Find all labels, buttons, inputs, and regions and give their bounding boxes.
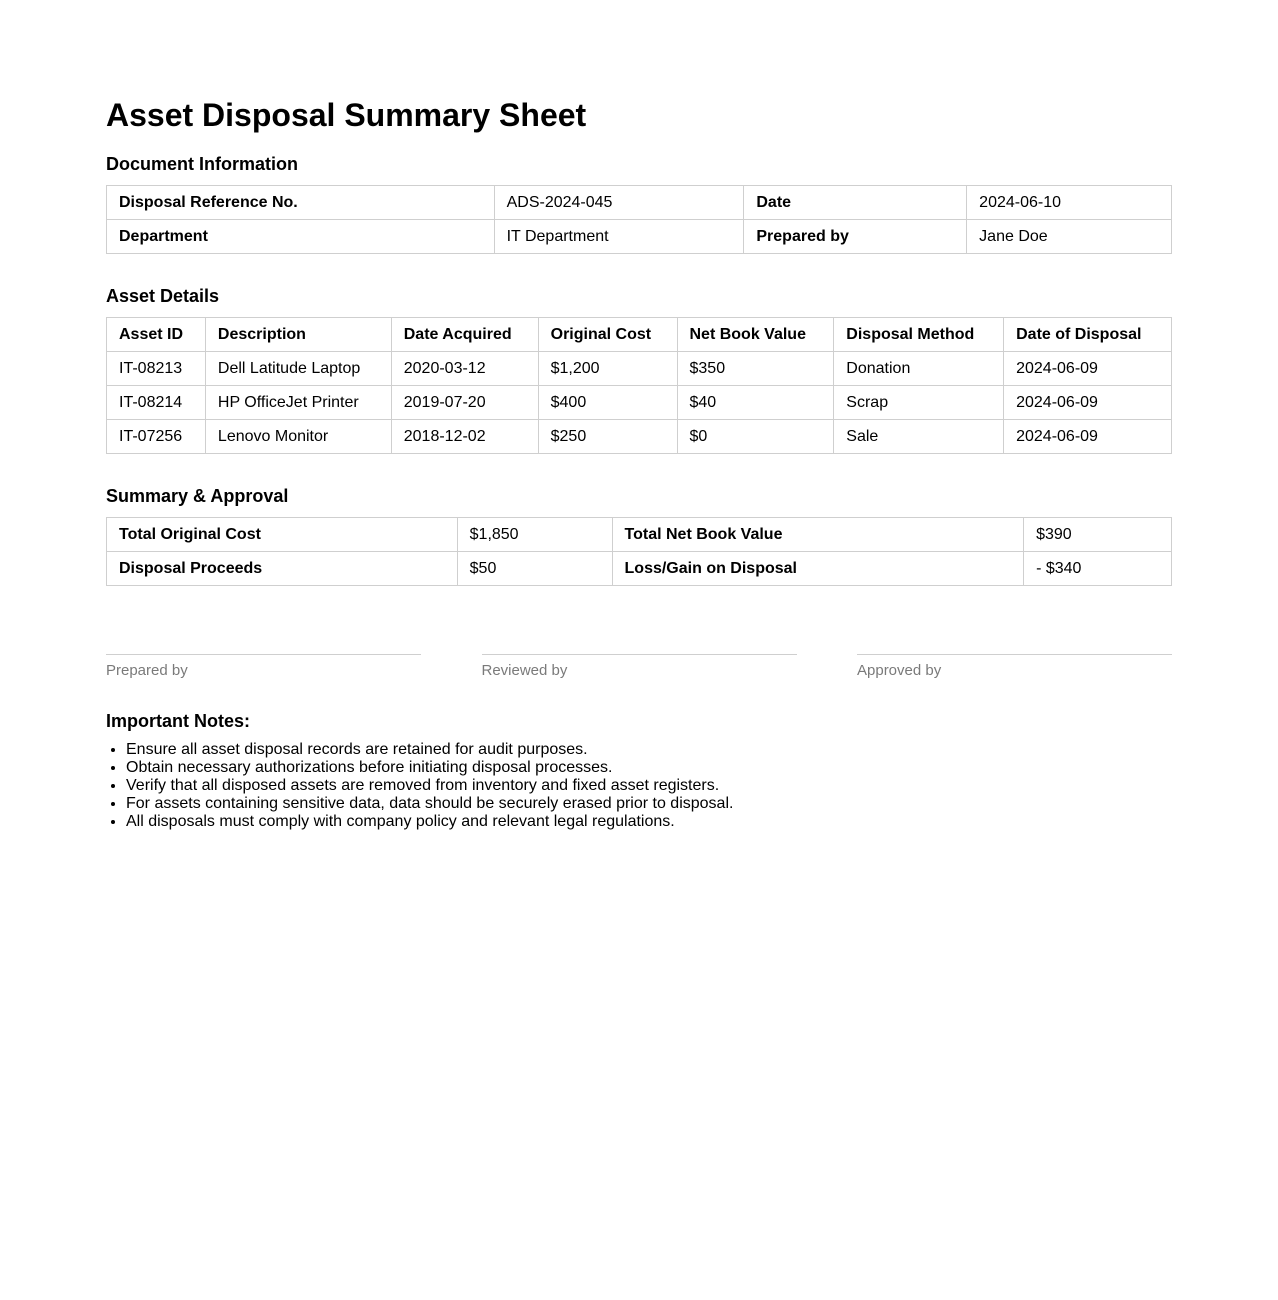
prepared-by-signature: Prepared by bbox=[106, 654, 421, 680]
list-item: • Verify that all disposed assets are removed from inventory and fixed asset registers. bbox=[126, 777, 1172, 795]
loss-gain-label: Loss/Gain on Disposal bbox=[612, 552, 1024, 586]
total-original-cost-label: Total Original Cost bbox=[107, 518, 458, 552]
approved-by-signature: Approved by bbox=[857, 654, 1172, 680]
date-value: 2024-06-10 bbox=[967, 186, 1172, 220]
disposal-proceeds-value: $50 bbox=[457, 552, 612, 586]
date-label: Date bbox=[744, 186, 967, 220]
page-title: Asset Disposal Summary Sheet bbox=[106, 97, 587, 133]
table-cell: Lenovo Monitor bbox=[205, 420, 391, 454]
table-cell: 2024-06-09 bbox=[1004, 420, 1172, 454]
column-header: Asset ID bbox=[107, 318, 206, 352]
table-cell: 2024-06-09 bbox=[1004, 352, 1172, 386]
reference-label: Disposal Reference No. bbox=[107, 186, 495, 220]
table-cell: 2018-12-02 bbox=[391, 420, 538, 454]
table-cell: $0 bbox=[677, 420, 834, 454]
table-cell: IT-08213 bbox=[107, 352, 206, 386]
department-label: Department bbox=[107, 220, 495, 254]
table-row bbox=[107, 186, 1172, 220]
table-cell: $40 bbox=[677, 386, 834, 420]
document-information-heading: Document Information bbox=[106, 154, 298, 174]
table-row bbox=[107, 220, 1172, 254]
reference-value: ADS-2024-045 bbox=[494, 186, 744, 220]
signature-section bbox=[106, 654, 1172, 680]
table-cell: $250 bbox=[538, 420, 677, 454]
disposal-proceeds-label: Disposal Proceeds bbox=[107, 552, 458, 586]
table-row bbox=[107, 352, 1172, 386]
table-row bbox=[107, 386, 1172, 420]
prepared-by-value: Jane Doe bbox=[967, 220, 1172, 254]
table-cell: IT-07256 bbox=[107, 420, 206, 454]
total-original-cost-value: $1,850 bbox=[457, 518, 612, 552]
summary-table bbox=[106, 517, 1172, 586]
total-net-book-value-label: Total Net Book Value bbox=[612, 518, 1024, 552]
asset-details-heading: Asset Details bbox=[106, 286, 220, 306]
summary-approval-heading: Summary & Approval bbox=[106, 486, 289, 506]
table-cell: HP OfficeJet Printer bbox=[205, 386, 391, 420]
table-cell: 2019-07-20 bbox=[391, 386, 538, 420]
column-header: Description bbox=[205, 318, 391, 352]
table-cell: 2024-06-09 bbox=[1004, 386, 1172, 420]
important-notes-list bbox=[106, 741, 1172, 831]
column-header: Net Book Value bbox=[677, 318, 834, 352]
table-header-row bbox=[107, 318, 1172, 352]
reviewed-by-signature: Reviewed by bbox=[482, 654, 797, 680]
list-item: • All disposals must comply with company policy and relevant legal regulations. bbox=[126, 813, 1172, 831]
table-cell: Sale bbox=[834, 420, 1004, 454]
department-value: IT Department bbox=[494, 220, 744, 254]
prepared-by-label: Prepared by bbox=[744, 220, 967, 254]
table-cell: 2020-03-12 bbox=[391, 352, 538, 386]
document-information-table bbox=[106, 185, 1172, 254]
important-notes-heading: Important Notes: bbox=[106, 711, 250, 731]
table-row bbox=[107, 420, 1172, 454]
total-net-book-value-value: $390 bbox=[1024, 518, 1172, 552]
column-header: Date of Disposal bbox=[1004, 318, 1172, 352]
list-item: • Ensure all asset disposal records are retained for audit purposes. bbox=[126, 741, 1172, 759]
table-cell: $1,200 bbox=[538, 352, 677, 386]
table-cell: $400 bbox=[538, 386, 677, 420]
loss-gain-value: - $340 bbox=[1024, 552, 1172, 586]
column-header: Date Acquired bbox=[391, 318, 538, 352]
table-cell: $350 bbox=[677, 352, 834, 386]
table-row bbox=[107, 552, 1172, 586]
column-header: Disposal Method bbox=[834, 318, 1004, 352]
list-item: • For assets containing sensitive data, data should be securely erased prior to disposal. bbox=[126, 795, 1172, 813]
column-header: Original Cost bbox=[538, 318, 677, 352]
table-row bbox=[107, 518, 1172, 552]
list-item: • Obtain necessary authorizations before initiating disposal processes. bbox=[126, 759, 1172, 777]
table-cell: Donation bbox=[834, 352, 1004, 386]
table-cell: Scrap bbox=[834, 386, 1004, 420]
table-cell: Dell Latitude Laptop bbox=[205, 352, 391, 386]
asset-details-table bbox=[106, 317, 1172, 454]
table-cell: IT-08214 bbox=[107, 386, 206, 420]
